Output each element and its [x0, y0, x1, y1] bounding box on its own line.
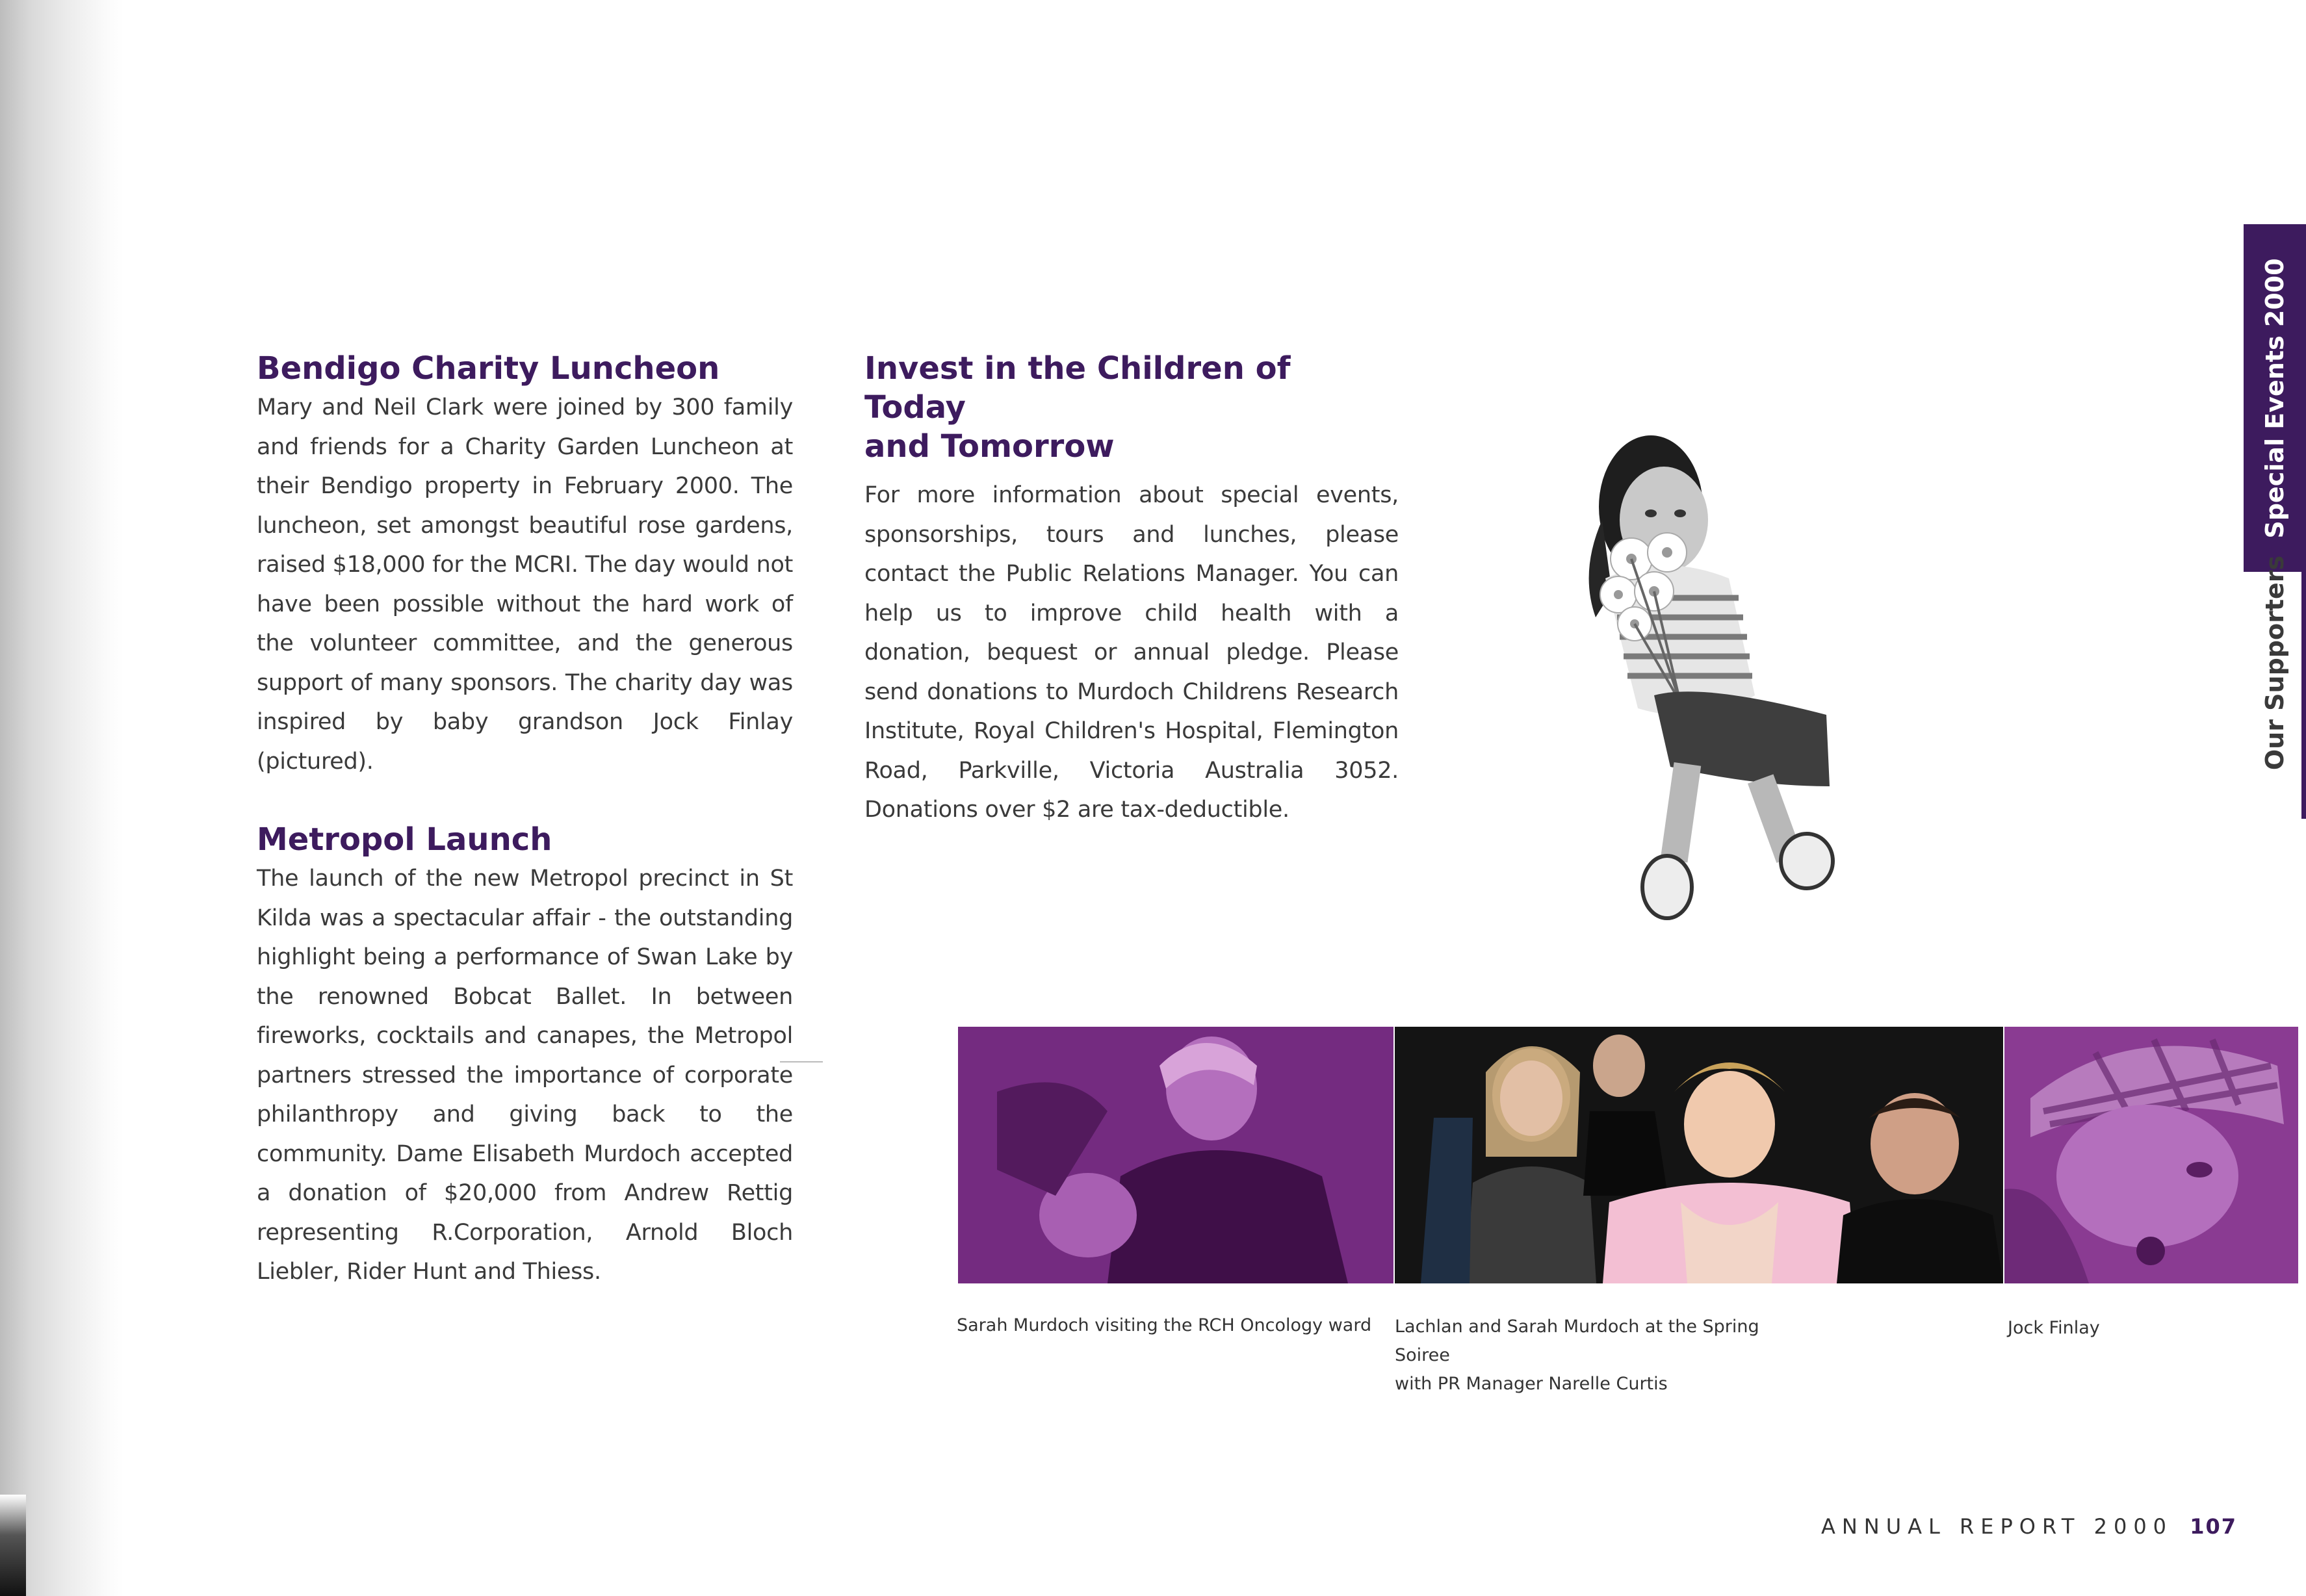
heading-invest-line2: and Tomorrow — [864, 428, 1115, 465]
caption-spring-soiree-line1: Lachlan and Sarah Murdoch at the Spring Soiree — [1395, 1317, 1759, 1365]
caption-jock-finlay: Jock Finlay — [2008, 1318, 2100, 1338]
heading-bendigo: Bendigo Charity Luncheon — [257, 350, 720, 387]
photo-jock-finlay — [2004, 1027, 2298, 1283]
footer-label: ANNUAL REPORT 2000 — [1820, 1514, 2173, 1539]
left-column — [257, 349, 793, 1292]
photo-oncology-ward — [958, 1027, 1393, 1283]
middle-column — [864, 349, 1399, 830]
tab-our-supporters[interactable] — [2244, 555, 2306, 771]
photo-spring-soiree — [1395, 1027, 2003, 1283]
book-spine-shadow — [0, 0, 123, 1596]
section-bendigo — [257, 349, 793, 781]
caption-oncology-ward: Sarah Murdoch visiting the RCH Oncology ward — [957, 1315, 1372, 1335]
heading-metropol: Metropol Launch — [257, 821, 552, 858]
book-spine-edge — [0, 1495, 26, 1596]
heading-invest-line1: Invest in the Children of Today — [864, 350, 1291, 426]
caption-spring-soiree — [1395, 1313, 1811, 1398]
page-number: 107 — [2190, 1514, 2237, 1539]
girl-with-flowers-photo — [1540, 422, 1846, 923]
section-metropol — [257, 820, 793, 1292]
caption-spring-soiree-line2: with PR Manager Narelle Curtis — [1395, 1374, 1668, 1394]
tab-special-events-label: Special Events 2000 — [2261, 257, 2289, 539]
body-metropol: The launch of the new Metropol precinct in St Kilda was a spectacular affair - the outstanding highlight being a performance of Swan Lake by the renowned Bobcat Ballet. In between fireworks, cocktails and canapes, the Metropol partners stressed the importance of corporate philanthropy and giving back to the community. Dame Elisabeth Murdoch accepted a donation of $20,000 from Andrew Rettig representing R.Corporation, Arnold Bloch Liebler, Rider Hunt and Thiess. — [257, 866, 793, 1285]
heading-invest — [864, 349, 1399, 466]
stray-hairline — [780, 1061, 823, 1062]
tab-our-supporters-label: Our Supporters — [2261, 555, 2289, 771]
body-bendigo: Mary and Neil Clark were joined by 300 family and friends for a Charity Garden Luncheon at their Bendigo property in February 2000. The luncheon, set amongst beautiful rose gardens, raised $18,000 for the MCRI. The day would not have been possible without the hard work of the volunteer committee, and the generous support of many sponsors. The charity day was inspired by baby grandson Jock Finlay (pictured). — [257, 394, 793, 775]
page-footer — [1821, 1514, 2237, 1539]
tab-special-events[interactable] — [2244, 224, 2306, 572]
body-invest: For more information about special events, sponsorships, tours and lunches, please contact the Public Relations Manager. You can help us to improve child health with a donation, bequest or annual pledge. Please send donations to Murdoch Childrens Research Institute, Royal Children's Hospital, Flemington Road, Parkville, Victoria Australia 3052. Donations over $2 are tax-deductible. — [864, 482, 1399, 823]
